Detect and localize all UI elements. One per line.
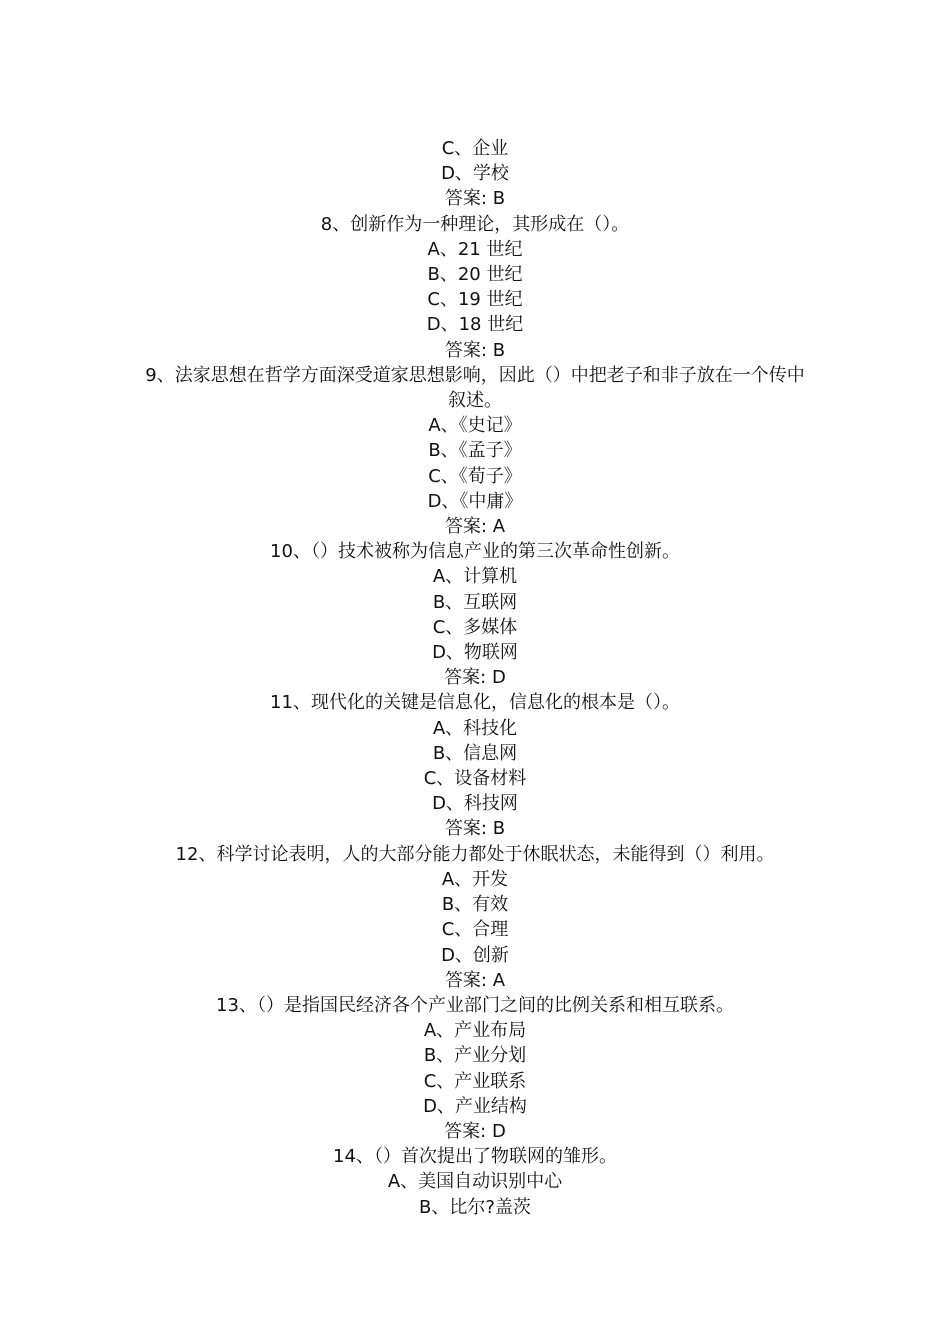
question-line: 14、（）首次提出了物联网的雏形。 — [333, 1146, 617, 1168]
option-line: B、《孟子》 — [428, 440, 522, 462]
option-line: B、互联网 — [432, 591, 518, 613]
answer-line: 答案: A — [444, 969, 506, 991]
option-line: B、有效 — [441, 894, 509, 916]
option-line: B、20 世纪 — [427, 264, 523, 286]
answer-line: 答案: B — [444, 818, 506, 840]
question-line: 12、科学讨论表明，人的大部分能力都处于休眠状态，未能得到（）利用。 — [175, 843, 775, 865]
text-line: 叙述。 — [448, 390, 502, 412]
question-line: 11、现代化的关键是信息化，信息化的根本是（）。 — [270, 692, 680, 714]
option-line: A、产业布局 — [423, 1020, 527, 1042]
option-line: A、科技化 — [432, 717, 518, 739]
question-line: 9、法家思想在哲学方面深受道家思想影响，因此（）中把老子和非子放在一个传中 — [145, 364, 805, 386]
option-line: A、计算机 — [432, 566, 518, 588]
option-line: C、设备材料 — [423, 768, 527, 790]
option-line: B、比尔?盖茨 — [419, 1196, 531, 1218]
option-line: D、产业结构 — [423, 1095, 527, 1117]
option-line: C、19 世纪 — [427, 289, 523, 311]
option-line: A、21 世纪 — [427, 238, 523, 260]
option-line: C、多媒体 — [432, 616, 518, 638]
answer-line: 答案: D — [444, 1120, 506, 1142]
question-text-block — [110, 136, 840, 1220]
answer-line: 答案: A — [444, 516, 506, 538]
option-line: C、产业联系 — [423, 1070, 527, 1092]
option-line: D、18 世纪 — [426, 314, 524, 336]
question-line: 13、（）是指国民经济各个产业部门之间的比例关系和相互联系。 — [216, 994, 734, 1016]
option-line: C、合理 — [441, 919, 509, 941]
option-line: A、美国自动识别中心 — [387, 1171, 563, 1193]
option-line: B、产业分划 — [423, 1045, 527, 1067]
option-line: D、创新 — [441, 944, 509, 966]
option-line: C、《荀子》 — [428, 465, 522, 487]
answer-line: 答案: B — [444, 339, 506, 361]
question-line: 8、创新作为一种理论，其形成在（）。 — [320, 213, 630, 235]
option-line: B、信息网 — [432, 742, 518, 764]
option-line: D、科技网 — [432, 793, 518, 815]
option-line: D、《中庸》 — [427, 490, 523, 512]
option-line: D、物联网 — [432, 642, 518, 664]
question-line: 10、（）技术被称为信息产业的第三次革命性创新。 — [270, 541, 680, 563]
option-line: A、开发 — [441, 868, 509, 890]
answer-line: 答案: B — [444, 188, 506, 210]
option-line: D、学校 — [441, 163, 509, 185]
option-line: C、企业 — [441, 138, 509, 159]
option-line: A、《史记》 — [428, 415, 522, 437]
answer-line: 答案: D — [444, 667, 506, 689]
